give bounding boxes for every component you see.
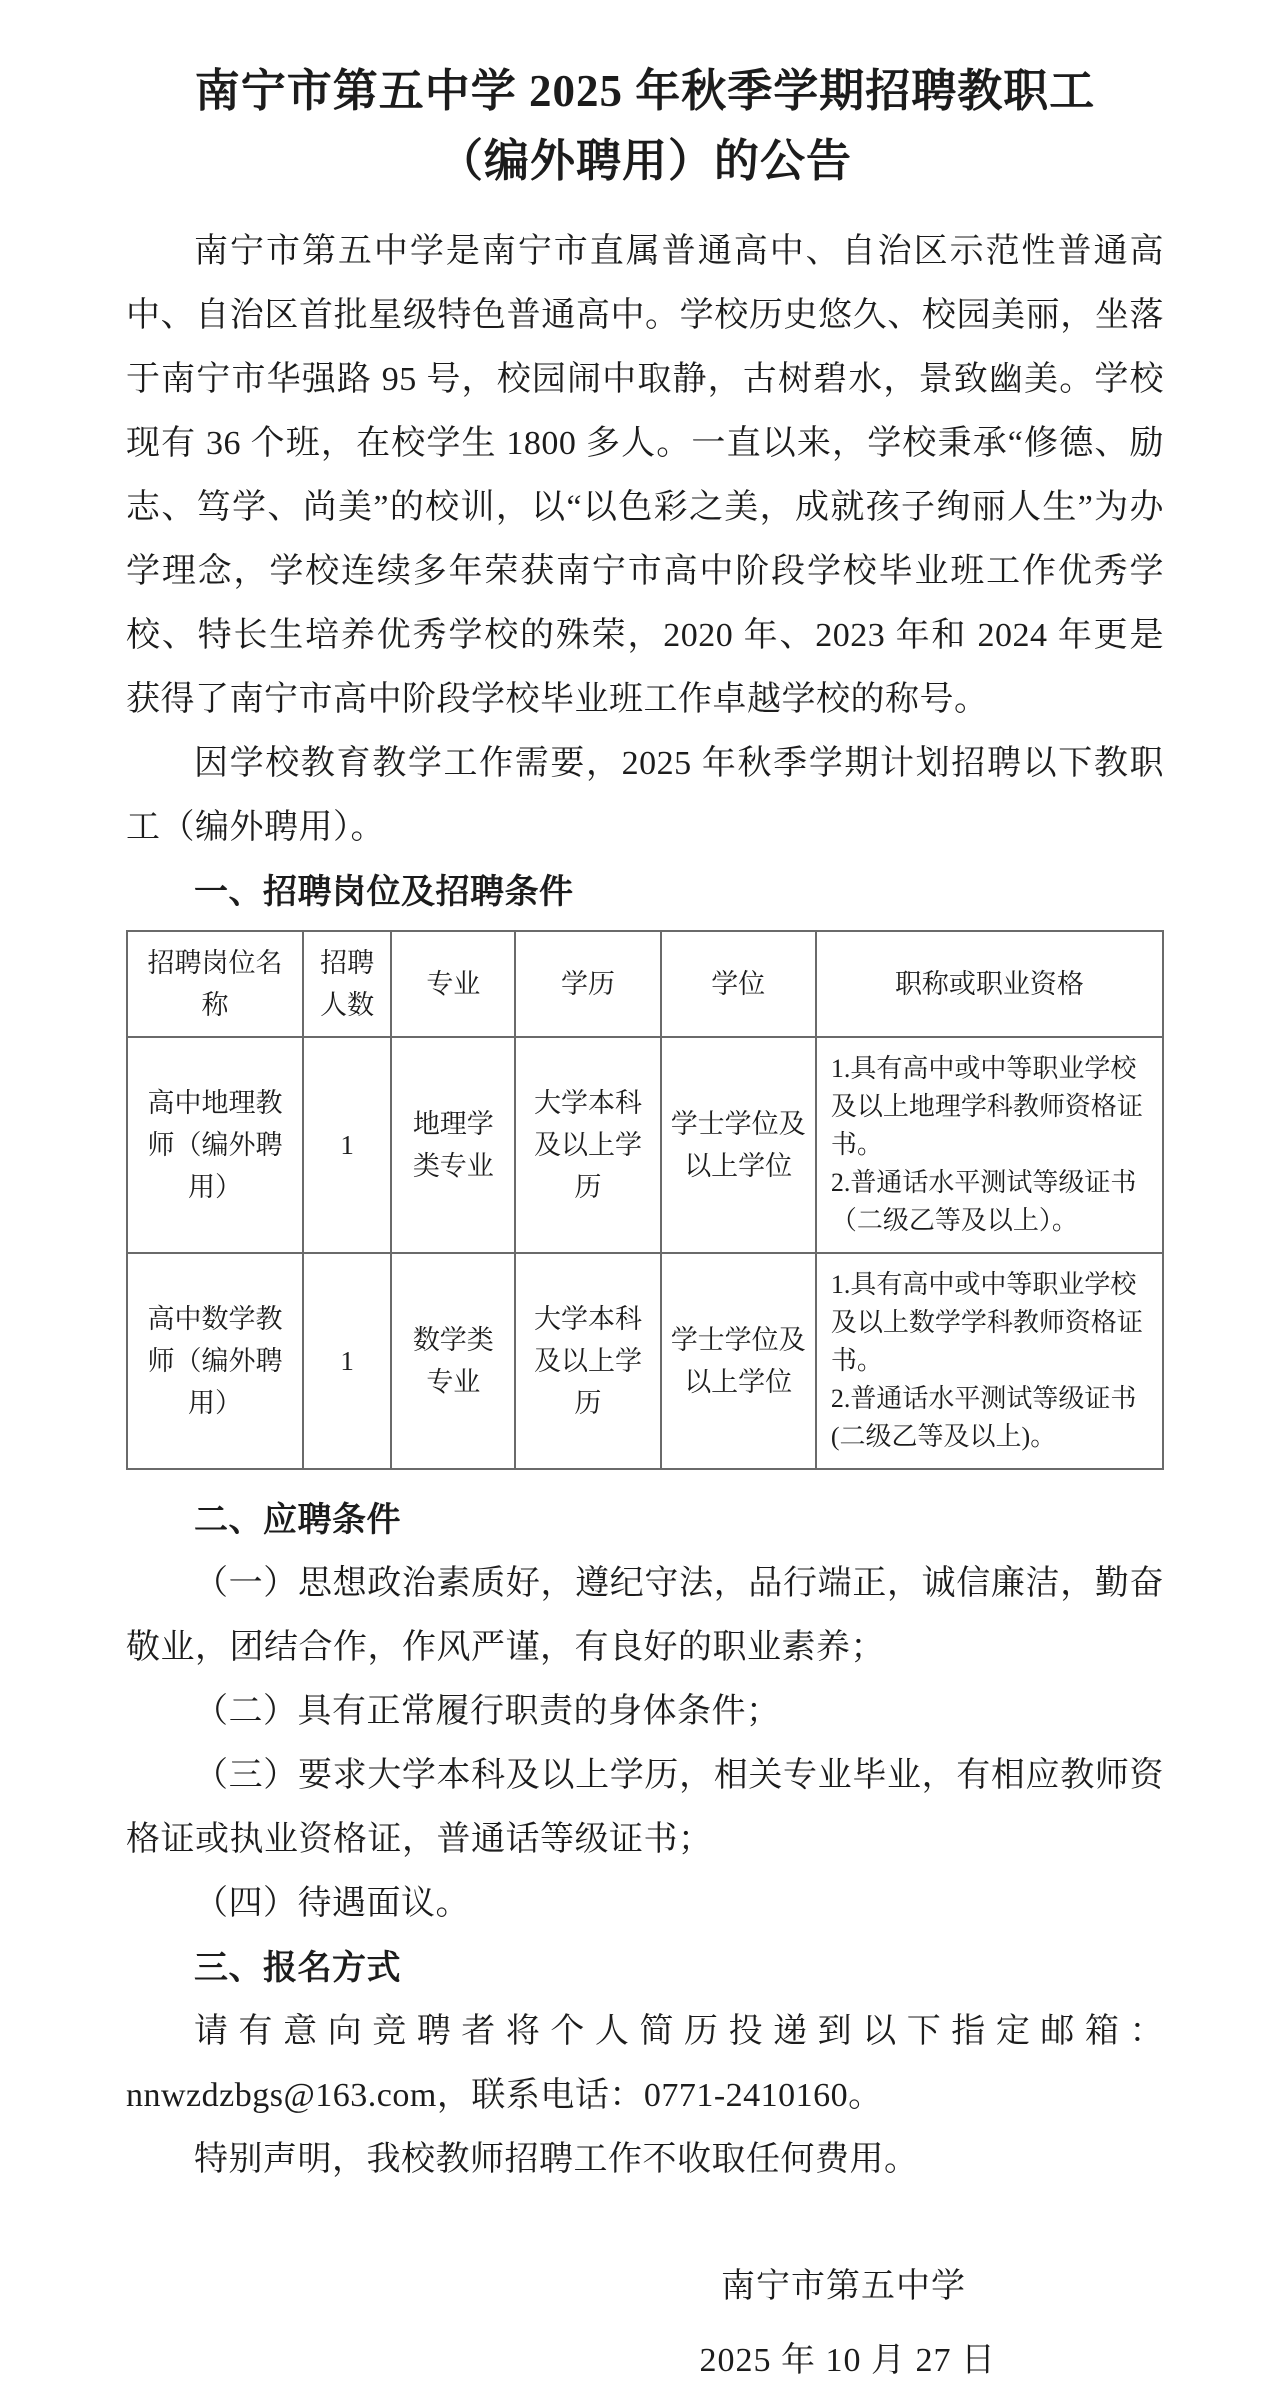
cell-qualification xyxy=(816,1253,1163,1469)
condition-item-4: （四）待遇面议。 xyxy=(194,1885,470,1922)
page-title xyxy=(126,56,1164,196)
qualification-item-1: 1.具有高中或中等职业学校及以上数学学科教师资格证书。 xyxy=(830,1270,1143,1375)
signature-name: 南宁市第五中学 xyxy=(721,2268,966,2305)
cell-position: 高中地理教师（编外聘用） xyxy=(127,1037,303,1253)
apply-paragraph: 请有意向竞聘者将个人简历投递到以下指定邮箱：nnwzdzbgs@163.com，联系电话：0771-2410160。 xyxy=(126,2013,1164,2114)
cell-degree: 学士学位及以上学位 xyxy=(661,1253,816,1469)
header-cell-degree: 学位 xyxy=(661,931,816,1037)
cell-position: 高中数学教师（编外聘用） xyxy=(127,1253,303,1469)
cell-count: 1 xyxy=(303,1253,391,1469)
cell-major: 地理学类专业 xyxy=(391,1037,515,1253)
page-title-line1: 南宁市第五中学 2025 年秋季学期招聘教职工 xyxy=(194,66,1096,116)
section-heading-conditions: 二、应聘条件 xyxy=(194,1501,401,1539)
signature-block xyxy=(126,2250,1164,2388)
qualification-item-2: 2.普通话水平测试等级证书(二级乙等及以上)。 xyxy=(830,1384,1137,1451)
header-cell-major: 专业 xyxy=(391,931,515,1037)
header-cell-count: 招聘人数 xyxy=(303,931,391,1037)
header-cell-position: 招聘岗位名称 xyxy=(127,931,303,1037)
cell-education: 大学本科及以上学历 xyxy=(515,1253,660,1469)
qualification-item-1: 1.具有高中或中等职业学校及以上地理学科教师资格证书。 xyxy=(830,1054,1143,1159)
page-title-line2: （编外聘用）的公告 xyxy=(437,136,852,186)
section-heading-recruit-positions: 一、招聘岗位及招聘条件 xyxy=(194,873,574,911)
cell-degree: 学士学位及以上学位 xyxy=(661,1037,816,1253)
cell-major: 数学类专业 xyxy=(391,1253,515,1469)
disclaimer-paragraph: 特别声明，我校教师招聘工作不收取任何费用。 xyxy=(194,2141,919,2178)
condition-item-3: （三）要求大学本科及以上学历，相关专业毕业，有相应教师资格证或执业资格证，普通话等级证书； xyxy=(126,1757,1164,1858)
cell-count: 1 xyxy=(303,1037,391,1253)
section-heading-apply: 三、报名方式 xyxy=(194,1949,401,1987)
intro-paragraph: 南宁市第五中学是南宁市直属普通高中、自治区示范性普通高中、自治区首批星级特色普通高中。学校历史悠久、校园美丽，坐落于南宁市华强路 95 号，校园闹中取静，古树碧水，景致幽美。学校现有 36 个班，在校学生 1800 多人。一直以来，学校秉承“修德、励志、笃学、尚美”的校训，以“以色彩之美，成就孩子绚丽人生”为办学理念，学校连续多年荣获南宁市高中阶段学校毕业班工作优秀学校、特长生培养优秀学校的殊荣，2020 年、2023 年和 2024 年更是获得了南宁市高中阶段学校毕业班工作卓越学校的称号。 xyxy=(126,233,1164,718)
cell-education: 大学本科及以上学历 xyxy=(515,1037,660,1253)
recruitment-table xyxy=(126,930,1164,1470)
condition-item-2: （二）具有正常履行职责的身体条件； xyxy=(194,1693,781,1730)
header-cell-education: 学历 xyxy=(515,931,660,1037)
cell-qualification xyxy=(816,1037,1163,1253)
qualification-item-2: 2.普通话水平测试等级证书（二级乙等及以上）。 xyxy=(830,1168,1137,1235)
signature-date: 2025 年 10 月 27 日 xyxy=(699,2342,996,2379)
table-row-math-teacher xyxy=(127,1253,1163,1469)
condition-item-1: （一）思想政治素质好，遵纪守法，品行端正，诚信廉洁，勤奋敬业，团结合作，作风严谨，有良好的职业素养； xyxy=(126,1565,1164,1666)
table-header-row xyxy=(127,931,1163,1037)
table-row-geography-teacher xyxy=(127,1037,1163,1253)
plan-paragraph: 因学校教育教学工作需要，2025 年秋季学期计划招聘以下教职工（编外聘用）。 xyxy=(126,745,1164,846)
header-cell-qualification: 职称或职业资格 xyxy=(816,931,1163,1037)
